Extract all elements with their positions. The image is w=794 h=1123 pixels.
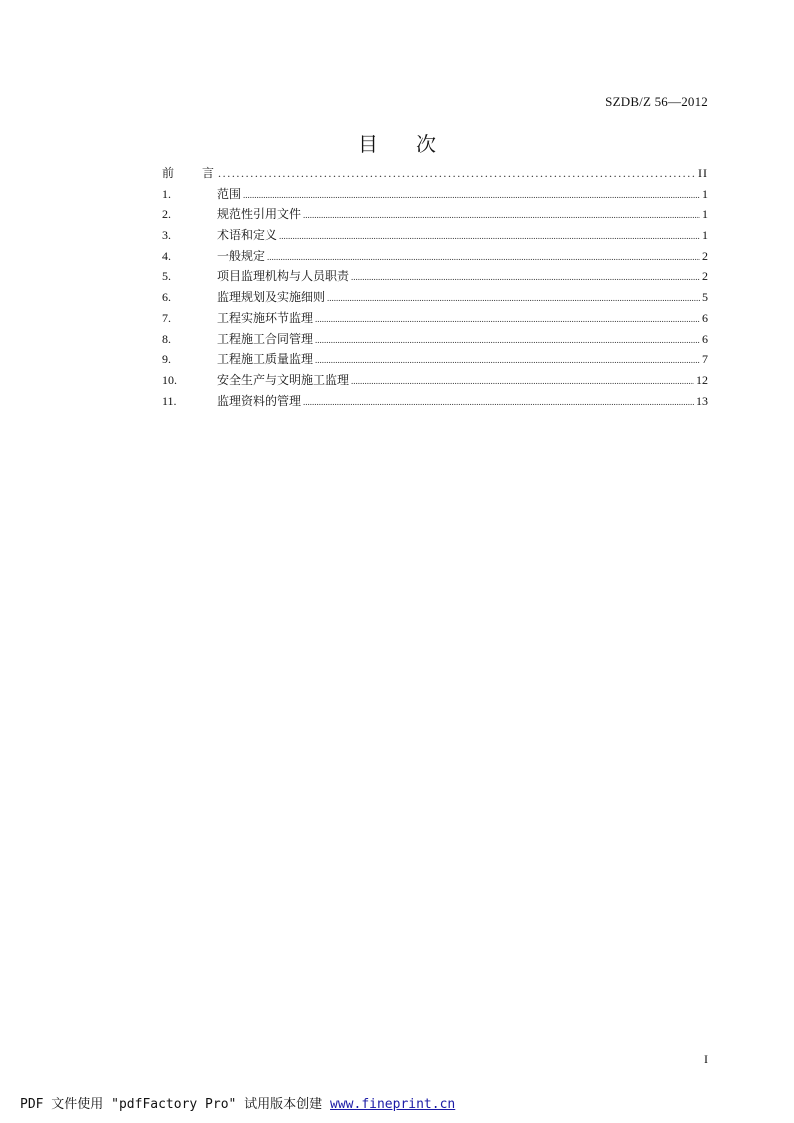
toc-leader-dots xyxy=(327,288,700,309)
toc-entry-label: 规范性引用文件 xyxy=(217,207,302,222)
toc-entry-number: 9. xyxy=(162,352,171,367)
toc-leader-dots xyxy=(315,350,700,371)
toc-entry-page: 7 xyxy=(702,352,708,367)
toc-entry-label: 监理规划及实施细则 xyxy=(217,290,326,305)
toc-entry-1[interactable] xyxy=(162,184,708,205)
toc-entry-page: 13 xyxy=(696,393,708,408)
toc-entry-7[interactable] xyxy=(162,308,708,329)
toc-entry-9[interactable] xyxy=(162,349,708,370)
toc-entry-10[interactable] xyxy=(162,370,708,391)
toc-entry-page: II xyxy=(698,166,708,180)
toc-leader-dots xyxy=(315,309,700,330)
toc-entry-page: 6 xyxy=(702,310,708,325)
toc-entry-page: 1 xyxy=(702,186,708,201)
toc-entry-4[interactable] xyxy=(162,246,708,267)
toc-leader-dots xyxy=(303,392,694,413)
toc-entry-preface[interactable] xyxy=(162,163,708,184)
toc-entry-number: 6. xyxy=(162,290,171,305)
toc-entry-page: 12 xyxy=(696,372,708,387)
toc-title-char-2: 次 xyxy=(416,132,436,156)
toc-entry-label: 前 言 xyxy=(162,166,215,180)
table-of-contents xyxy=(162,163,708,411)
toc-entry-page: 6 xyxy=(702,331,708,346)
toc-leader-dots xyxy=(351,371,694,392)
toc-entry-label: 项目监理机构与人员职责 xyxy=(217,269,350,284)
fineprint-link[interactable]: www.fineprint.cn xyxy=(330,1097,456,1112)
toc-entry-8[interactable] xyxy=(162,329,708,350)
toc-entry-2[interactable] xyxy=(162,204,708,225)
toc-entry-page: 1 xyxy=(702,207,708,222)
pdf-footer xyxy=(20,1093,455,1112)
toc-entry-11[interactable] xyxy=(162,391,708,412)
toc-entry-page: 5 xyxy=(702,290,708,305)
toc-entry-3[interactable] xyxy=(162,225,708,246)
toc-entry-label: 工程施工合同管理 xyxy=(217,331,314,346)
toc-entry-label: 工程施工质量监理 xyxy=(217,352,314,367)
toc-entry-number: 11. xyxy=(162,393,177,408)
toc-entry-label: 工程实施环节监理 xyxy=(217,310,314,325)
toc-title xyxy=(0,128,794,157)
document-code: SZDB/Z 56—2012 xyxy=(605,94,708,109)
toc-entry-label: 范围 xyxy=(217,186,242,201)
toc-leader-dots xyxy=(315,330,700,351)
toc-entry-number: 3. xyxy=(162,228,171,243)
toc-entry-number: 1. xyxy=(162,186,171,201)
toc-title-char-1: 目 xyxy=(358,132,378,156)
page-number: I xyxy=(704,1052,708,1066)
toc-leader-dots xyxy=(303,205,700,226)
toc-entry-label: 监理资料的管理 xyxy=(217,393,302,408)
toc-entry-number: 7. xyxy=(162,310,171,325)
toc-entry-6[interactable] xyxy=(162,287,708,308)
toc-entry-number: 2. xyxy=(162,207,171,222)
toc-leader-dots xyxy=(218,163,696,184)
toc-leader-dots xyxy=(279,226,700,247)
toc-entry-label: 一般规定 xyxy=(217,248,266,263)
toc-entry-number: 10. xyxy=(162,372,177,387)
toc-entry-page: 1 xyxy=(702,228,708,243)
toc-entry-page: 2 xyxy=(702,269,708,284)
toc-entry-label: 安全生产与文明施工监理 xyxy=(217,372,350,387)
toc-entry-number: 4. xyxy=(162,248,171,263)
toc-leader-dots xyxy=(351,267,700,288)
toc-entry-label: 术语和定义 xyxy=(217,228,278,243)
toc-entry-number: 5. xyxy=(162,269,171,284)
toc-entry-number: 8. xyxy=(162,331,171,346)
footer-text: PDF 文件使用 "pdfFactory Pro" 试用版本创建 xyxy=(20,1097,331,1112)
toc-entry-page: 2 xyxy=(702,248,708,263)
toc-leader-dots xyxy=(243,185,700,206)
toc-leader-dots xyxy=(267,247,700,268)
toc-entry-5[interactable] xyxy=(162,266,708,287)
